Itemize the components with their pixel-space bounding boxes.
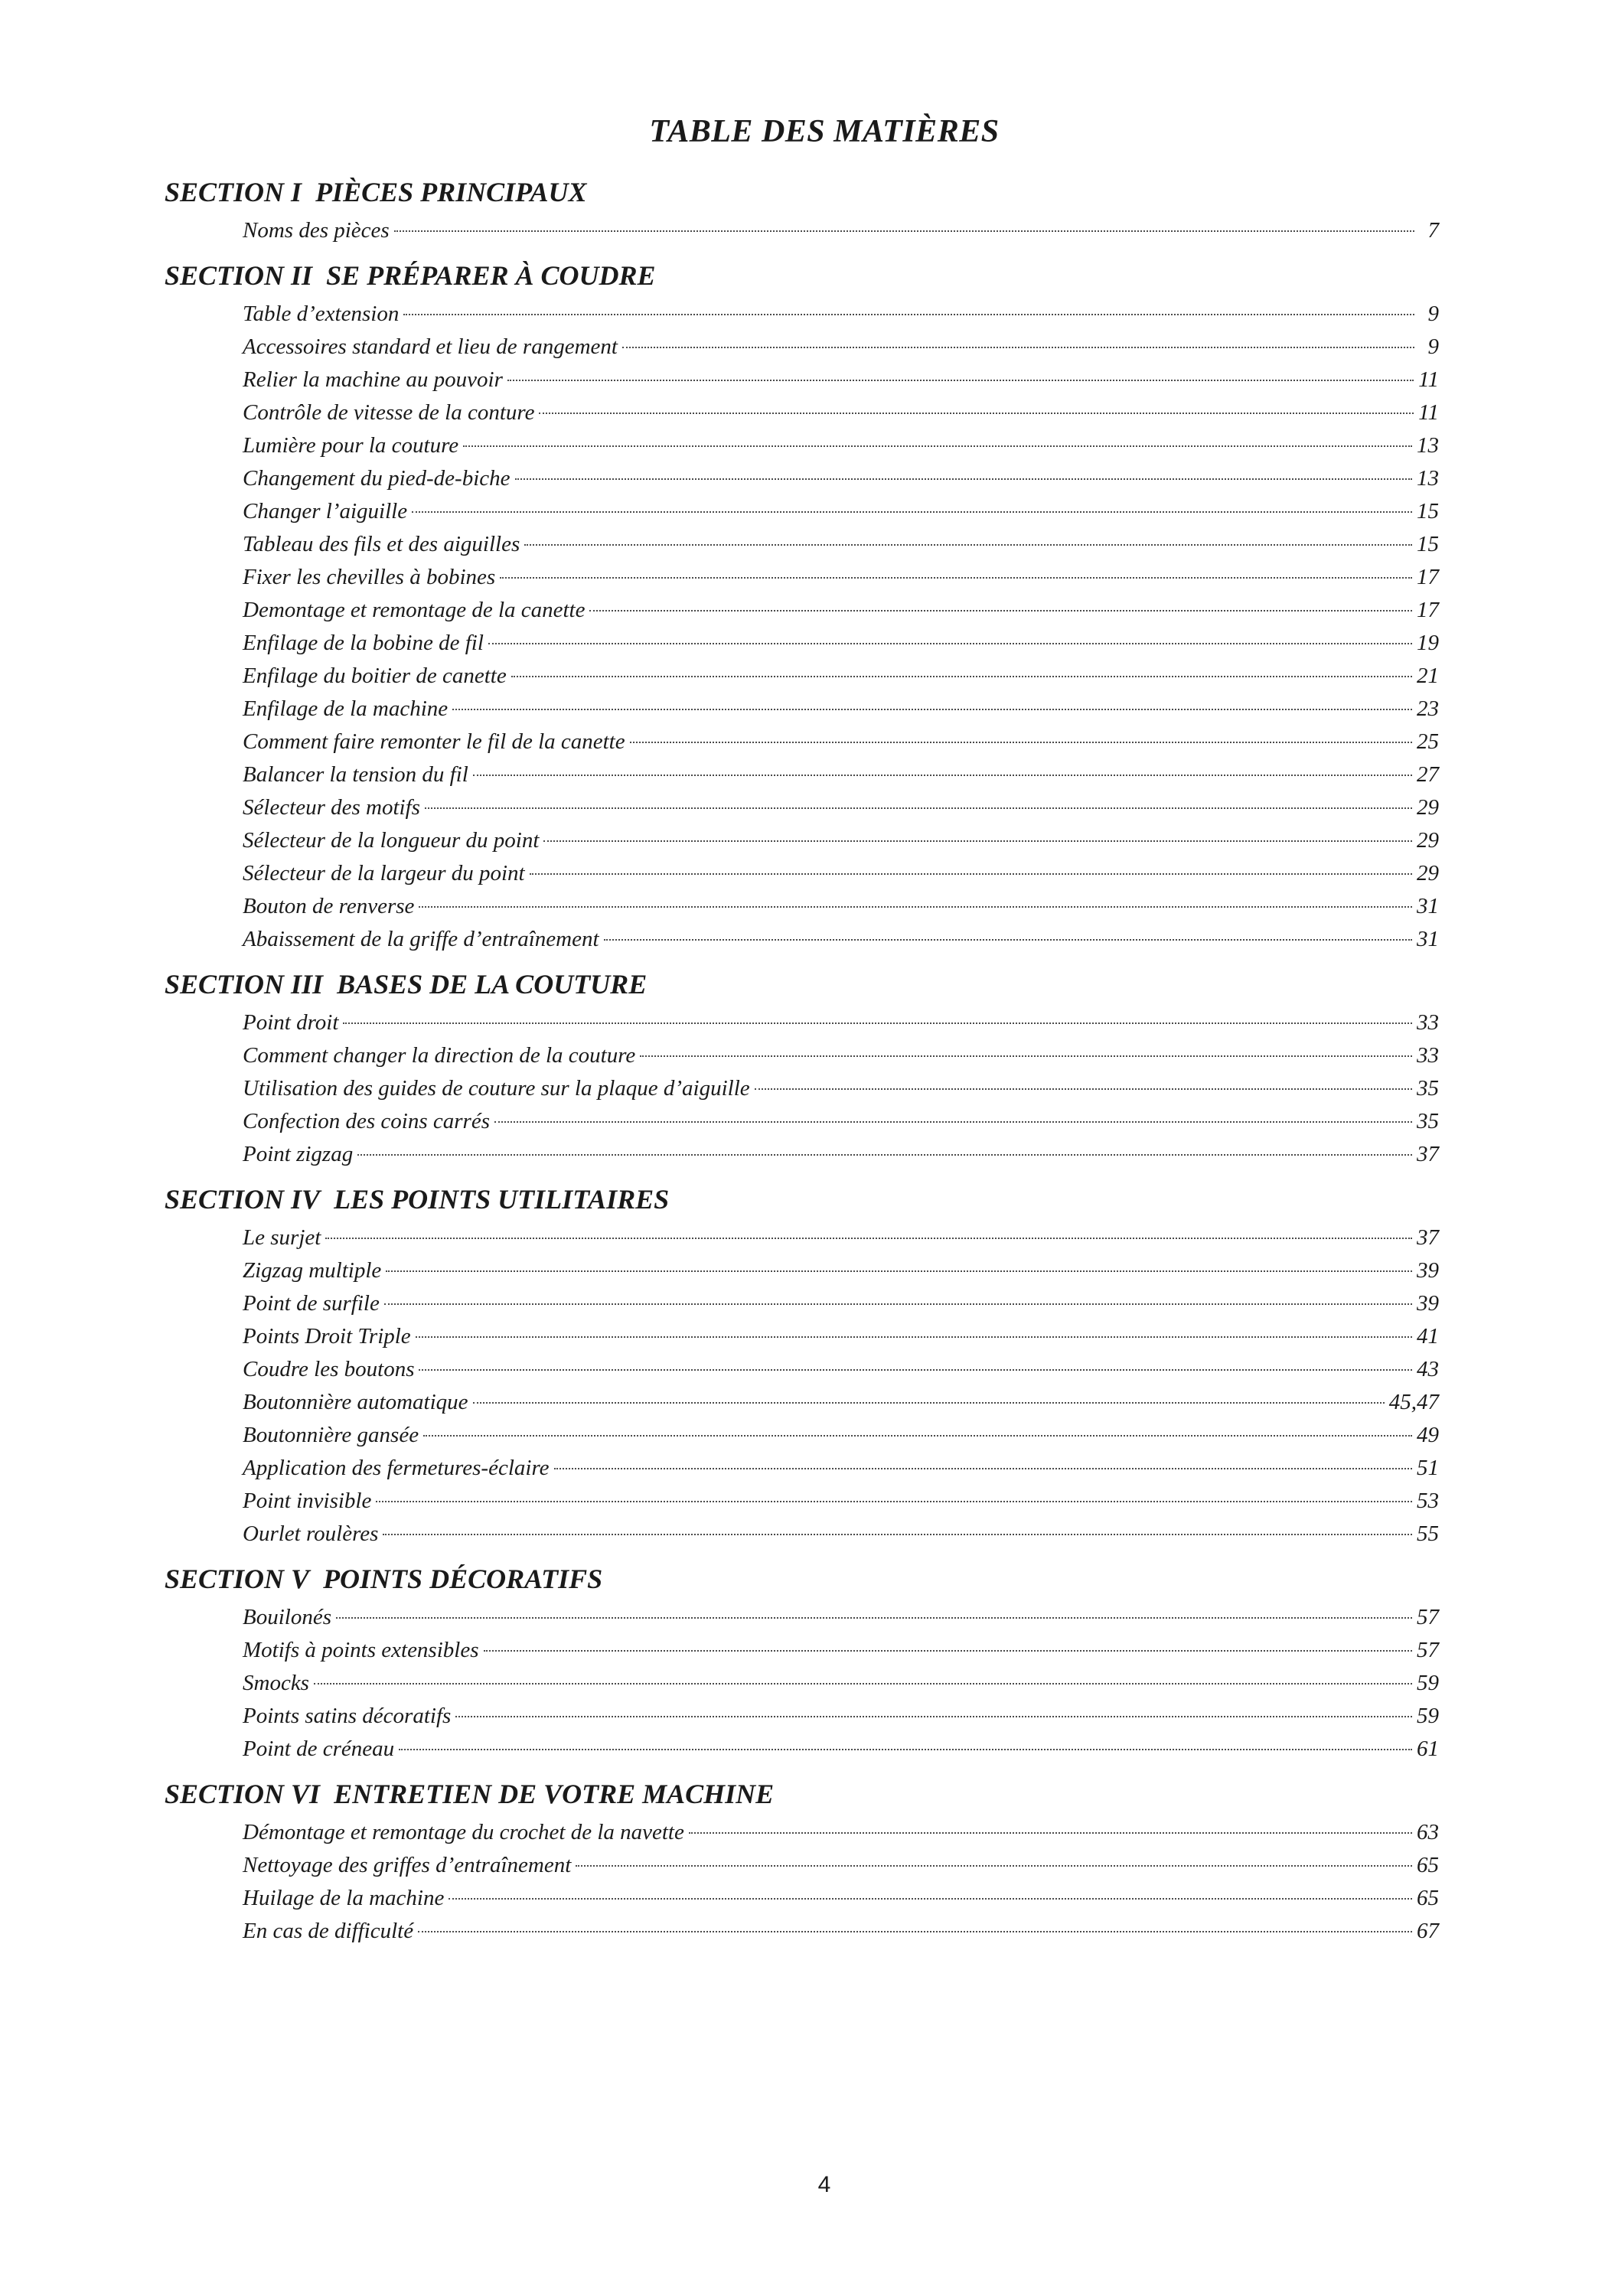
toc-entry-label: Changer l’aiguille xyxy=(243,499,408,523)
dot-leader xyxy=(640,1055,1412,1057)
toc-entry[interactable] xyxy=(243,1254,1439,1287)
toc-entry-label: Tableau des fils et des aiguilles xyxy=(243,532,520,556)
toc-entry[interactable] xyxy=(243,824,1439,857)
dot-leader xyxy=(452,709,1412,710)
toc-entry-label: Points satins décoratifs xyxy=(243,1704,452,1728)
section-title: BASES DE LA COUTURE xyxy=(337,969,648,1000)
toc-entry-label: Balancer la tension du fil xyxy=(243,762,468,787)
toc-entry-label: Enfilage de la machine xyxy=(243,696,449,721)
dot-leader xyxy=(554,1468,1412,1469)
section-number: SECTION II xyxy=(165,260,313,291)
dot-leader xyxy=(576,1865,1412,1867)
toc-entry[interactable] xyxy=(243,298,1439,331)
section-title: SE PRÉPARER À COUDRE xyxy=(326,260,656,291)
toc-entry-label: Ourlet roulères xyxy=(243,1521,379,1546)
toc-entry-page: 11 xyxy=(1418,367,1439,392)
toc-entry-page: 57 xyxy=(1417,1605,1439,1629)
section-heading xyxy=(165,174,1439,210)
toc-entry-page: 33 xyxy=(1417,1010,1439,1035)
toc-entry-page: 31 xyxy=(1417,927,1439,951)
toc-entry[interactable] xyxy=(243,1518,1439,1551)
toc-entry-page: 23 xyxy=(1417,696,1439,721)
toc-entry-label: Coudre les boutons xyxy=(243,1357,415,1381)
toc-entry-page: 17 xyxy=(1417,598,1439,622)
toc-entry-page: 39 xyxy=(1417,1258,1439,1283)
section-entries xyxy=(165,1006,1439,1171)
dot-leader xyxy=(394,230,1414,232)
toc-entry[interactable] xyxy=(243,1006,1439,1039)
section-entries xyxy=(165,1221,1439,1551)
toc-entry[interactable] xyxy=(243,495,1439,528)
section-entries xyxy=(165,214,1439,247)
toc-entry[interactable] xyxy=(243,660,1439,693)
toc-entry-page: 53 xyxy=(1417,1489,1439,1513)
toc-entry-label: Points Droit Triple xyxy=(243,1324,411,1349)
dot-leader xyxy=(630,742,1412,743)
toc-entry-page: 33 xyxy=(1417,1043,1439,1068)
toc-entry[interactable] xyxy=(243,594,1439,627)
dot-leader xyxy=(494,1121,1412,1123)
toc-entry-label: Accessoires standard et lieu de rangement xyxy=(243,334,618,359)
toc-section xyxy=(165,1776,1439,1948)
toc-entry-page: 17 xyxy=(1417,565,1439,589)
dot-leader xyxy=(425,807,1412,809)
toc-entry-page: 57 xyxy=(1417,1638,1439,1662)
toc-entry-label: Lumière pour la couture xyxy=(243,433,459,458)
toc-entry[interactable] xyxy=(243,396,1439,429)
page-title: TABLE DES MATIÈRES xyxy=(649,114,1000,149)
toc-entry[interactable] xyxy=(243,429,1439,462)
dot-leader xyxy=(343,1022,1412,1024)
section-entries xyxy=(165,1816,1439,1948)
section-heading xyxy=(165,1561,1439,1596)
toc-entry-label: Bouton de renverse xyxy=(243,894,415,918)
toc-entry[interactable] xyxy=(243,1700,1439,1733)
toc-entry-label: Point zigzag xyxy=(243,1142,354,1166)
toc-entry[interactable] xyxy=(243,1915,1439,1948)
section-entries xyxy=(165,1601,1439,1766)
toc-entry[interactable] xyxy=(243,1320,1439,1353)
dot-leader xyxy=(524,544,1412,546)
toc-entry-page: 59 xyxy=(1417,1671,1439,1695)
toc-entry-label: Le surjet xyxy=(243,1225,321,1250)
toc-entry-label: Demontage et remontage de la canette xyxy=(243,598,586,622)
toc-entry[interactable] xyxy=(243,1733,1439,1766)
dot-leader xyxy=(488,643,1412,644)
toc-section xyxy=(165,1182,1439,1551)
toc-entry-page: 9 xyxy=(1427,302,1439,326)
section-number: SECTION VI xyxy=(165,1779,321,1809)
toc-entry-label: Point de surfile xyxy=(243,1291,380,1316)
toc-entry-label: Comment changer la direction de la couture xyxy=(243,1043,636,1068)
toc-entry[interactable] xyxy=(243,331,1439,364)
toc-entry-label: Relier la machine au pouvoir xyxy=(243,367,503,392)
toc-entry-page: 35 xyxy=(1417,1109,1439,1133)
toc-entry-label: Zigzag multiple xyxy=(243,1258,382,1283)
section-number: SECTION IV xyxy=(165,1184,321,1215)
section-number: SECTION V xyxy=(165,1564,310,1594)
toc-entry-label: Sélecteur de la longueur du point xyxy=(243,828,540,853)
toc-entry-page: 41 xyxy=(1417,1324,1439,1349)
toc-entry[interactable] xyxy=(243,528,1439,561)
toc-entry[interactable] xyxy=(243,1138,1439,1171)
dot-leader xyxy=(423,1435,1412,1437)
toc-entry-page: 11 xyxy=(1418,400,1439,425)
section-entries xyxy=(165,298,1439,956)
toc-entry-label: Fixer les chevilles à bobines xyxy=(243,565,496,589)
toc-entry-page: 31 xyxy=(1417,894,1439,918)
toc-entry-page: 15 xyxy=(1417,532,1439,556)
dot-leader xyxy=(314,1683,1412,1684)
dot-leader xyxy=(412,511,1412,513)
dot-leader xyxy=(384,1303,1412,1305)
toc-entry-label: Boutonnière gansée xyxy=(243,1423,419,1447)
toc-entry[interactable] xyxy=(243,1882,1439,1915)
dot-leader xyxy=(539,413,1414,414)
dot-leader xyxy=(463,445,1412,447)
toc-entry-page: 49 xyxy=(1417,1423,1439,1447)
toc-entry-label: Démontage et remontage du crochet de la navette xyxy=(243,1820,684,1844)
toc-entry-page: 35 xyxy=(1417,1076,1439,1101)
toc-entry-label: Abaissement de la griffe d’entraînement xyxy=(243,927,599,951)
dot-leader xyxy=(484,1650,1413,1652)
toc-entry-page: 39 xyxy=(1417,1291,1439,1316)
page-number: 4 xyxy=(817,2172,831,2197)
toc-entry[interactable] xyxy=(243,1452,1439,1485)
toc-entry[interactable] xyxy=(243,1419,1439,1452)
toc-entry-label: En cas de difficulté xyxy=(243,1919,414,1943)
section-number: SECTION I xyxy=(165,177,302,207)
toc-entry-page: 37 xyxy=(1417,1225,1439,1250)
toc-entry-page: 27 xyxy=(1417,762,1439,787)
dot-leader xyxy=(419,1369,1412,1371)
toc-entry-label: Smocks xyxy=(243,1671,309,1695)
dot-leader xyxy=(336,1617,1412,1619)
toc-entry-label: Comment faire remonter le fil de la canette xyxy=(243,729,625,754)
dot-leader xyxy=(403,314,1414,315)
dot-leader xyxy=(473,775,1412,776)
dot-leader xyxy=(689,1832,1412,1834)
dot-leader xyxy=(383,1534,1412,1535)
toc-entry-label: Contrôle de vitesse de la conture xyxy=(243,400,535,425)
toc-section xyxy=(165,967,1439,1171)
toc-entry[interactable] xyxy=(243,364,1439,396)
dot-leader xyxy=(376,1501,1412,1502)
section-title: LES POINTS UTILITAIRES xyxy=(334,1184,670,1215)
section-number: SECTION III xyxy=(165,969,324,1000)
dot-leader xyxy=(416,1336,1412,1338)
toc-entry-label: Application des fermetures-éclaire xyxy=(243,1456,550,1480)
section-title: PIÈCES PRINCIPAUX xyxy=(315,177,587,207)
toc-entry[interactable] xyxy=(243,1221,1439,1254)
toc-entry-label: Boutonnière automatique xyxy=(243,1390,468,1414)
toc-entry-page: 63 xyxy=(1417,1820,1439,1844)
toc-entry-label: Point droit xyxy=(243,1010,339,1035)
dot-leader xyxy=(622,347,1414,348)
toc-entry-page: 65 xyxy=(1417,1853,1439,1877)
toc-entry-label: Enfilage de la bobine de fil xyxy=(243,631,484,655)
toc-entry-page: 55 xyxy=(1417,1521,1439,1546)
dot-leader xyxy=(589,610,1412,612)
dot-leader xyxy=(418,1931,1412,1932)
dot-leader xyxy=(543,840,1412,842)
toc-entry[interactable] xyxy=(243,1634,1439,1667)
dot-leader xyxy=(507,380,1414,381)
dot-leader xyxy=(357,1154,1412,1156)
toc-entry[interactable] xyxy=(243,791,1439,824)
toc-entry-label: Enfilage du boitier de canette xyxy=(243,664,507,688)
toc-entry-label: Nettoyage des griffes d’entraînement xyxy=(243,1853,572,1877)
toc-entry-page: 43 xyxy=(1417,1357,1439,1381)
dot-leader xyxy=(449,1898,1412,1900)
toc-entry-label: Sélecteur des motifs xyxy=(243,795,420,820)
dot-leader xyxy=(455,1716,1412,1717)
toc-entry[interactable] xyxy=(243,693,1439,726)
toc-section xyxy=(165,174,1439,247)
toc-entry-page: 15 xyxy=(1417,499,1439,523)
toc-entry-label: Bouilonés xyxy=(243,1605,331,1629)
toc-entry[interactable] xyxy=(243,758,1439,791)
dot-leader xyxy=(419,906,1412,908)
toc-entry-page: 61 xyxy=(1417,1737,1439,1761)
toc-entry[interactable] xyxy=(243,1485,1439,1518)
table-of-contents xyxy=(165,174,1439,1958)
dot-leader xyxy=(604,939,1412,941)
toc-entry-label: Point invisible xyxy=(243,1489,372,1513)
toc-entry-page: 45,47 xyxy=(1388,1390,1439,1414)
toc-entry-page: 13 xyxy=(1417,466,1439,491)
toc-entry-label: Confection des coins carrés xyxy=(243,1109,490,1133)
toc-entry-label: Table d’extension xyxy=(243,302,400,326)
section-heading xyxy=(165,967,1439,1002)
toc-entry-page: 13 xyxy=(1417,433,1439,458)
toc-entry-label: Noms des pièces xyxy=(243,218,390,243)
toc-entry[interactable] xyxy=(243,627,1439,660)
toc-entry[interactable] xyxy=(243,462,1439,495)
section-heading xyxy=(165,258,1439,293)
toc-entry-label: Motifs à points extensibles xyxy=(243,1638,479,1662)
toc-entry-page: 59 xyxy=(1417,1704,1439,1728)
toc-entry[interactable] xyxy=(243,1386,1439,1419)
toc-entry[interactable] xyxy=(243,857,1439,890)
toc-entry-page: 51 xyxy=(1417,1456,1439,1480)
toc-entry-page: 65 xyxy=(1417,1886,1439,1910)
toc-entry[interactable] xyxy=(243,561,1439,594)
toc-section xyxy=(165,1561,1439,1766)
toc-entry-label: Utilisation des guides de couture sur la plaque d’aiguille xyxy=(243,1076,750,1101)
section-heading xyxy=(165,1776,1439,1812)
dot-leader xyxy=(399,1749,1412,1750)
toc-entry[interactable] xyxy=(243,1039,1439,1072)
toc-entry-label: Sélecteur de la largeur du point xyxy=(243,861,525,885)
toc-entry-page: 7 xyxy=(1427,218,1439,243)
toc-entry[interactable] xyxy=(243,923,1439,956)
toc-entry-page: 21 xyxy=(1417,664,1439,688)
dot-leader xyxy=(755,1088,1412,1090)
toc-entry[interactable] xyxy=(243,1353,1439,1386)
toc-entry[interactable] xyxy=(243,1072,1439,1105)
toc-entry[interactable] xyxy=(243,214,1439,247)
toc-entry[interactable] xyxy=(243,1816,1439,1849)
toc-entry-label: Point de créneau xyxy=(243,1737,395,1761)
toc-entry-page: 25 xyxy=(1417,729,1439,754)
toc-entry-page: 37 xyxy=(1417,1142,1439,1166)
toc-entry[interactable] xyxy=(243,726,1439,758)
dot-leader xyxy=(515,478,1412,480)
section-heading xyxy=(165,1182,1439,1217)
toc-entry[interactable] xyxy=(243,1667,1439,1700)
toc-entry[interactable] xyxy=(243,890,1439,923)
toc-entry[interactable] xyxy=(243,1287,1439,1320)
dot-leader xyxy=(511,676,1412,677)
dot-leader xyxy=(386,1270,1412,1272)
toc-entry-label: Changement du pied-de-biche xyxy=(243,466,511,491)
toc-entry-page: 29 xyxy=(1417,861,1439,885)
toc-entry-page: 29 xyxy=(1417,795,1439,820)
toc-entry[interactable] xyxy=(243,1601,1439,1634)
dot-leader xyxy=(500,577,1412,579)
toc-entry-page: 29 xyxy=(1417,828,1439,853)
toc-entry[interactable] xyxy=(243,1105,1439,1138)
toc-entry-page: 9 xyxy=(1427,334,1439,359)
toc-section xyxy=(165,258,1439,956)
dot-leader xyxy=(473,1402,1385,1404)
toc-entry[interactable] xyxy=(243,1849,1439,1882)
dot-leader xyxy=(530,873,1412,875)
section-title: POINTS DÉCORATIFS xyxy=(323,1564,603,1594)
toc-entry-page: 19 xyxy=(1417,631,1439,655)
dot-leader xyxy=(325,1238,1412,1239)
toc-entry-label: Huilage de la machine xyxy=(243,1886,445,1910)
section-title: ENTRETIEN DE VOTRE MACHINE xyxy=(334,1779,775,1809)
toc-entry-page: 67 xyxy=(1417,1919,1439,1943)
